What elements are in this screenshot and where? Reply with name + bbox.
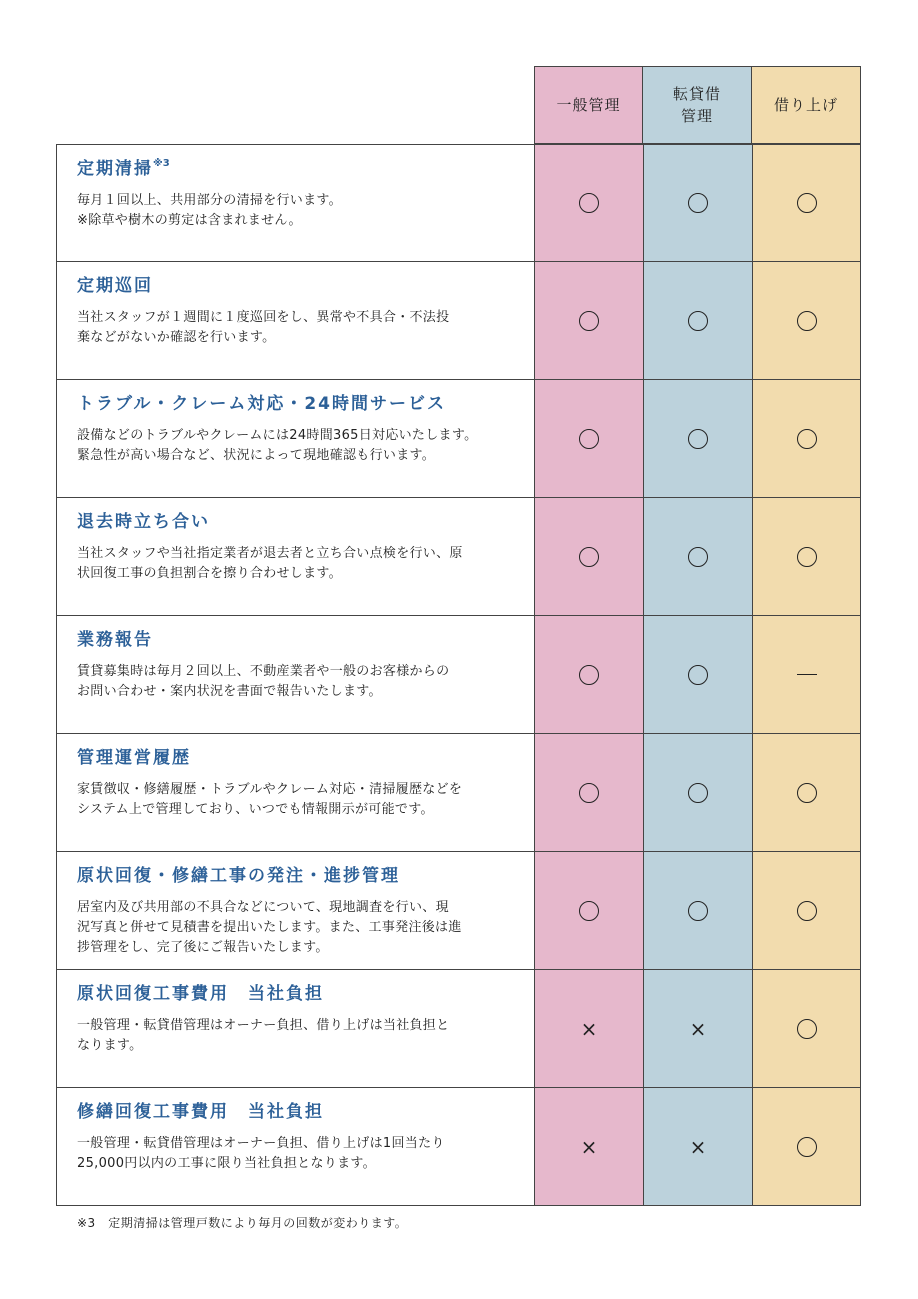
cross-mark: × — [689, 1134, 707, 1159]
circle-mark — [797, 547, 817, 567]
cell-general — [534, 1088, 643, 1206]
service-title-text: 定期巡回 — [77, 276, 153, 296]
cell-master-lease — [752, 852, 861, 970]
service-title — [77, 1100, 520, 1124]
service-title — [77, 510, 520, 534]
service-text: 一般管理・転貸借管理はオーナー負担、借り上げは1回当たり 25,000円以内の工事に限り当社負担となります。 — [77, 1136, 445, 1171]
service-title — [77, 746, 520, 770]
service-description — [56, 380, 534, 498]
service-description — [56, 970, 534, 1088]
cell-sublease — [643, 380, 752, 498]
cell-sublease — [643, 262, 752, 380]
header-blank — [56, 66, 534, 144]
service-text: 賃貸募集時は毎月２回以上、不動産業者や一般のお客様からの お問い合わせ・案内状況を書面で報告いたします。 — [77, 664, 450, 699]
table-row — [56, 380, 861, 498]
column-header-sublease: 転貸借 管理 — [643, 66, 752, 144]
table-row — [56, 262, 861, 380]
table-row — [56, 144, 861, 262]
service-text: 一般管理・転貸借管理はオーナー負担、借り上げは当社負担と なります。 — [77, 1018, 450, 1053]
cross-mark: × — [580, 1134, 598, 1159]
dash-mark — [797, 674, 817, 676]
cell-general — [534, 852, 643, 970]
cell-sublease — [643, 734, 752, 852]
cell-master-lease — [752, 616, 861, 734]
cell-general — [534, 970, 643, 1088]
service-title-text: 修繕回復工事費用 当社負担 — [77, 1102, 324, 1122]
cell-master-lease — [752, 380, 861, 498]
service-description — [56, 734, 534, 852]
service-description — [56, 262, 534, 380]
cell-sublease — [643, 144, 752, 262]
service-title-text: 原状回復・修繕工事の発注・進捗管理 — [77, 866, 400, 886]
table-body — [56, 144, 861, 1206]
cell-sublease — [643, 498, 752, 616]
cell-master-lease — [752, 144, 861, 262]
circle-mark — [797, 1019, 817, 1039]
circle-mark — [579, 429, 599, 449]
table-header — [56, 66, 861, 144]
circle-mark — [797, 429, 817, 449]
circle-mark — [797, 901, 817, 921]
service-title-text: 業務報告 — [77, 630, 153, 650]
service-description — [56, 498, 534, 616]
service-title — [77, 982, 520, 1006]
service-description — [56, 1088, 534, 1206]
cell-general — [534, 262, 643, 380]
cell-sublease — [643, 970, 752, 1088]
circle-mark — [579, 783, 599, 803]
service-title — [77, 392, 520, 416]
table-row — [56, 498, 861, 616]
circle-mark — [797, 783, 817, 803]
cell-master-lease — [752, 498, 861, 616]
cell-master-lease — [752, 970, 861, 1088]
circle-mark — [688, 665, 708, 685]
footnote-reference: ※3 — [153, 158, 170, 169]
circle-mark — [579, 311, 599, 331]
circle-mark — [579, 901, 599, 921]
circle-mark — [797, 311, 817, 331]
service-text: 毎月１回以上、共用部分の清掃を行います。 ※除草や樹木の剪定は含まれません。 — [77, 193, 342, 228]
circle-mark — [797, 1137, 817, 1157]
cell-master-lease — [752, 1088, 861, 1206]
table-row — [56, 1088, 861, 1206]
service-title — [77, 274, 520, 298]
cell-master-lease — [752, 262, 861, 380]
cell-master-lease — [752, 734, 861, 852]
service-title-text: 定期清掃 — [77, 159, 153, 179]
cross-mark: × — [580, 1016, 598, 1041]
service-title-text: トラブル・クレーム対応・24時間サービス — [77, 394, 446, 414]
service-title-text: 管理運営履歴 — [77, 748, 191, 768]
service-title-text: 原状回復工事費用 当社負担 — [77, 984, 324, 1004]
table-row — [56, 970, 861, 1088]
table-row — [56, 734, 861, 852]
service-text: 当社スタッフや当社指定業者が退去者と立ち合い点検を行い、原 状回復工事の負担割合を擦り合わせします。 — [77, 546, 463, 581]
service-title — [77, 628, 520, 652]
column-header-general: 一般管理 — [534, 66, 643, 144]
circle-mark — [688, 547, 708, 567]
service-title-text: 退去時立ち合い — [77, 512, 210, 532]
circle-mark — [688, 901, 708, 921]
table-row — [56, 852, 861, 970]
service-title — [77, 157, 520, 181]
circle-mark — [579, 193, 599, 213]
cross-mark: × — [689, 1016, 707, 1041]
column-header-master-lease: 借り上げ — [752, 66, 861, 144]
cell-sublease — [643, 852, 752, 970]
cell-sublease — [643, 616, 752, 734]
cell-general — [534, 734, 643, 852]
service-title — [77, 864, 520, 888]
cell-general — [534, 144, 643, 262]
service-text: 設備などのトラブルやクレームには24時間365日対応いたします。 緊急性が高い場合など、状況によって現地確認も行います。 — [77, 428, 478, 463]
service-text: 家賃徴収・修繕履歴・トラブルやクレーム対応・清掃履歴などを システム上で管理しており、いつでも情報開示が可能です。 — [77, 782, 463, 817]
cell-sublease — [643, 1088, 752, 1206]
cell-general — [534, 616, 643, 734]
circle-mark — [797, 193, 817, 213]
circle-mark — [688, 193, 708, 213]
service-description — [56, 852, 534, 970]
circle-mark — [688, 429, 708, 449]
cell-general — [534, 380, 643, 498]
cell-general — [534, 498, 643, 616]
service-text: 居室内及び共用部の不具合などについて、現地調査を行い、現 況写真と併せて見積書を提出いたします。また、工事発注後は進 捗管理をし、完了後にご報告いたします。 — [77, 900, 462, 955]
circle-mark — [688, 783, 708, 803]
service-text: 当社スタッフが１週間に１度巡回をし、異常や不具合・不法投 棄などがないか確認を行います。 — [77, 310, 450, 345]
service-description — [56, 144, 534, 262]
circle-mark — [579, 547, 599, 567]
circle-mark — [688, 311, 708, 331]
table-row — [56, 616, 861, 734]
service-description — [56, 616, 534, 734]
footnote: ※3 定期清掃は管理戸数により毎月の回数が変わります。 — [77, 1216, 408, 1230]
circle-mark — [579, 665, 599, 685]
service-comparison-table — [56, 66, 861, 1206]
